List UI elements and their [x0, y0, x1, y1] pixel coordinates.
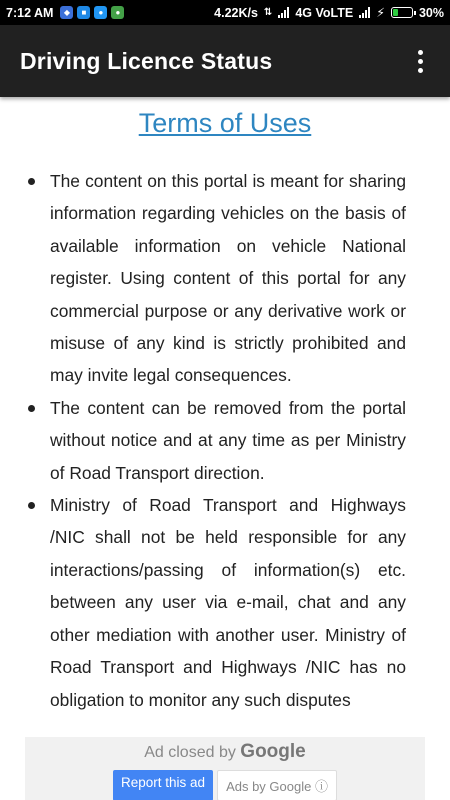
info-icon: ⓘ: [314, 779, 328, 794]
page-title[interactable]: Terms of Uses: [138, 108, 312, 138]
term-text: The content can be removed from the portal without notice and at any time as per Ministry of Road Transport direction.: [50, 397, 406, 483]
ad-closed-message: Ad closed by Google: [144, 741, 306, 762]
terms-content[interactable]: [0, 97, 450, 737]
battery-percent: 30%: [418, 5, 444, 20]
app-notification-icon: ■: [77, 6, 90, 19]
term-text: The content on this portal is meant for sharing information regarding vehicles on the basis of available information on vehicle National register. Using content of this portal for any commercial purpose or any derivative work or misuse of any kind is strictly prohibited and may invite legal consequences.: [50, 171, 406, 386]
data-arrows-icon: ⇅: [263, 7, 273, 18]
more-vert-icon[interactable]: [410, 46, 430, 76]
network-speed: 4.22K/s: [214, 5, 258, 20]
battery-icon: [391, 7, 413, 18]
shield-notification-icon: ◆: [60, 6, 73, 19]
whatsapp-notification-icon: ●: [111, 6, 124, 19]
terms-list: [24, 165, 406, 716]
signal-icon-2: [359, 7, 370, 18]
app-bar: [0, 25, 450, 97]
bullet-icon: [28, 178, 35, 185]
status-time: 7:12 AM: [6, 5, 54, 20]
term-text: Ministry of Road Transport and Highways /NIC shall not be held responsible for any interactions/passing of information(s) etc. between any user via e-mail, chat and any other mediation with another user. Ministry of Road Transport and Highways /NIC has no obligation to monitor any such disputes: [50, 495, 406, 710]
status-bar: [0, 0, 450, 25]
app-title: Driving Licence Status: [20, 47, 273, 74]
charging-icon: ⚡: [376, 6, 385, 20]
google-logo: Google: [240, 741, 306, 762]
network-type: 4G VoLTE: [295, 5, 354, 20]
list-item: [24, 489, 406, 716]
paytm-notification-icon: ●: [94, 6, 107, 19]
ad-banner: [25, 737, 425, 800]
list-item: [24, 165, 406, 392]
bullet-icon: [28, 502, 35, 509]
signal-icon-1: [278, 7, 289, 18]
ads-by-google-button[interactable]: Ads by Google ⓘ: [217, 770, 337, 800]
bullet-icon: [28, 405, 35, 412]
list-item: [24, 392, 406, 489]
report-ad-button[interactable]: Report this ad: [113, 770, 213, 800]
